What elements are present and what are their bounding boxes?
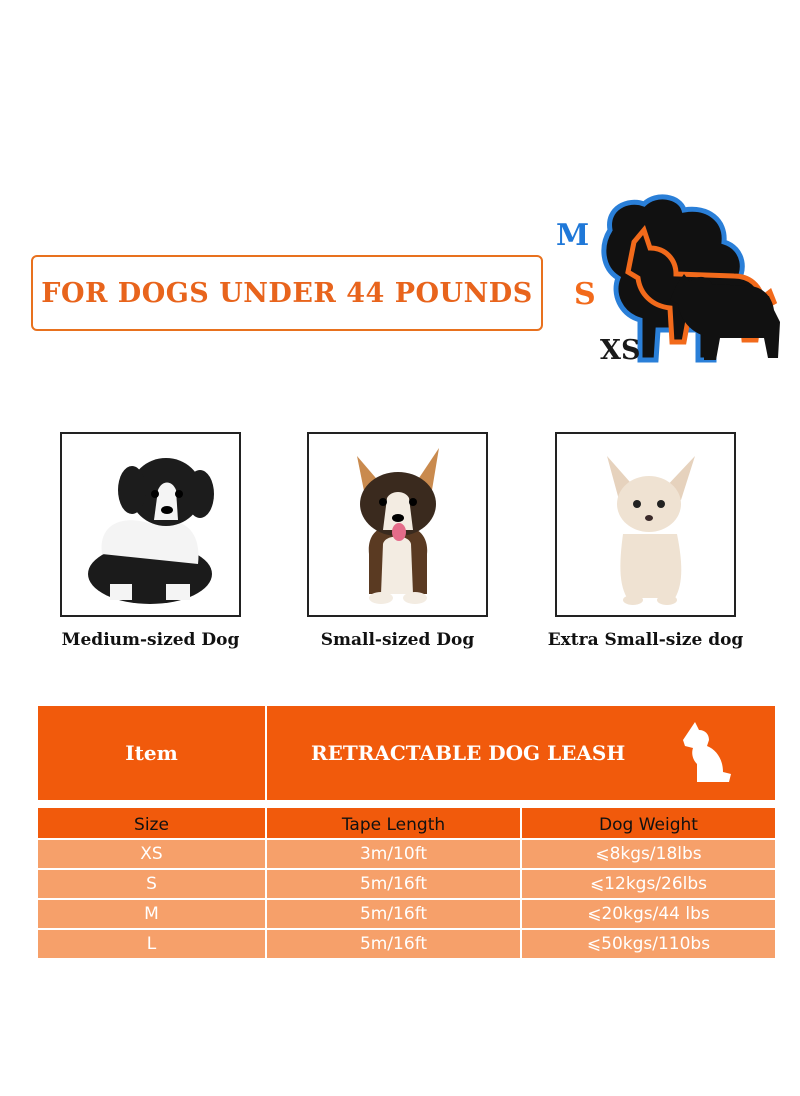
header-title-cell [267, 706, 775, 800]
size-cell: L [38, 930, 265, 958]
table-subheader-row [38, 808, 775, 838]
size-label-m: M [556, 218, 590, 253]
sitting-dog-icon [677, 720, 737, 786]
size-cell: S [38, 870, 265, 898]
size-cell: M [38, 900, 265, 928]
table-row [38, 840, 775, 868]
size-label-xs: XS [600, 335, 641, 366]
extra-small-dog-caption: Extra Small-size dog [547, 630, 744, 650]
table-row [38, 870, 775, 898]
small-dog-caption: Small-sized Dog [320, 630, 475, 650]
dog-weight-cell: ⩽8kgs/18lbs [522, 840, 775, 868]
column-header-size: Size [38, 808, 265, 838]
extra-small-dog-illustration [557, 434, 734, 615]
dog-weight-cell: ⩽12kgs/26lbs [522, 870, 775, 898]
extra-small-dog-photo [555, 432, 736, 617]
column-header-dog-weight: Dog Weight [522, 808, 775, 838]
dog-weight-cell: ⩽20kgs/44 lbs [522, 900, 775, 928]
tape-length-cell: 5m/16ft [267, 930, 520, 958]
table-header-row [38, 706, 775, 800]
tape-length-cell: 5m/16ft [267, 900, 520, 928]
small-dog-illustration [309, 434, 486, 615]
header-item-cell: Item [38, 706, 265, 800]
size-cell: XS [38, 840, 265, 868]
medium-dog-photo [60, 432, 241, 617]
table-row [38, 930, 775, 958]
table-row [38, 900, 775, 928]
header-title: RETRACTABLE DOG LEASH [311, 741, 626, 765]
dog-weight-cell: ⩽50kgs/110bs [522, 930, 775, 958]
tape-length-cell: 3m/10ft [267, 840, 520, 868]
size-comparison-graphic [548, 190, 788, 375]
headline-banner [31, 255, 543, 331]
headline-text: FOR DOGS UNDER 44 POUNDS [41, 277, 533, 309]
column-header-tape-length: Tape Length [267, 808, 520, 838]
small-dog-photo [307, 432, 488, 617]
size-label-s: S [574, 277, 596, 312]
medium-dog-illustration [62, 434, 239, 615]
tape-length-cell: 5m/16ft [267, 870, 520, 898]
medium-dog-caption: Medium-sized Dog [61, 630, 240, 650]
